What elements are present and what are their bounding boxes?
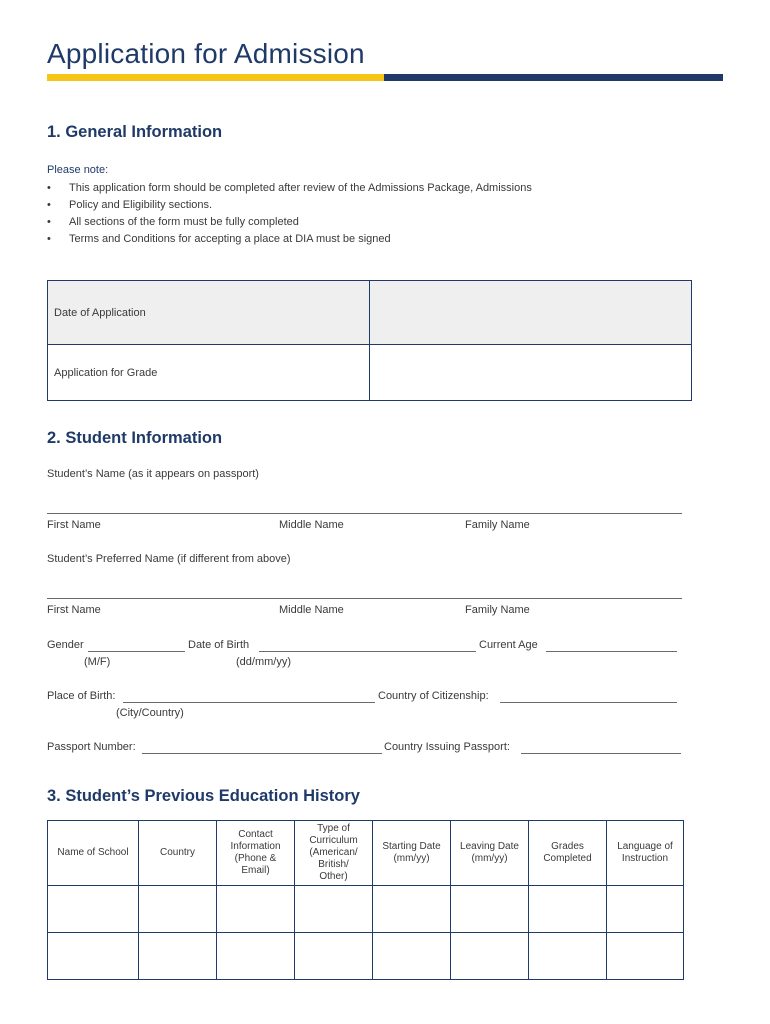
first-name-caption: First Name bbox=[47, 604, 101, 616]
note-heading: Please note: bbox=[47, 164, 109, 176]
passport-number-label: Passport Number: bbox=[47, 741, 136, 753]
section-education-history-heading: 3. Student’s Previous Education History bbox=[47, 787, 360, 805]
table-cell[interactable] bbox=[529, 933, 607, 980]
preferred-name-label: Student’s Preferred Name (if different from above) bbox=[47, 553, 291, 565]
section-general-information-heading: 1. General Information bbox=[47, 123, 223, 141]
gender-field[interactable] bbox=[88, 651, 185, 652]
column-country: Country bbox=[139, 821, 217, 886]
current-age-label: Current Age bbox=[479, 639, 538, 651]
table-cell[interactable] bbox=[451, 886, 529, 933]
place-of-birth-label: Place of Birth: bbox=[47, 690, 116, 702]
bullet-icon: • bbox=[47, 199, 51, 211]
table-cell[interactable] bbox=[139, 933, 217, 980]
current-age-field[interactable] bbox=[546, 651, 677, 652]
date-of-application-field[interactable] bbox=[370, 281, 692, 345]
column-starting-date: Starting Date (mm/yy) bbox=[373, 821, 451, 886]
application-for-grade-label: Application for Grade bbox=[48, 345, 370, 401]
page-title: Application for Admission bbox=[47, 38, 365, 69]
table-cell[interactable] bbox=[139, 886, 217, 933]
column-grades-completed: Grades Completed bbox=[529, 821, 607, 886]
table-cell[interactable] bbox=[373, 886, 451, 933]
country-of-citizenship-field[interactable] bbox=[500, 702, 677, 703]
table-cell[interactable] bbox=[48, 933, 139, 980]
table-row bbox=[48, 345, 692, 401]
note-list bbox=[47, 180, 532, 248]
bullet-icon: • bbox=[47, 233, 51, 245]
table-row bbox=[48, 933, 684, 980]
table-cell[interactable] bbox=[217, 933, 295, 980]
note-item: • Policy and Eligibility sections. bbox=[47, 197, 532, 214]
middle-name-caption: Middle Name bbox=[279, 519, 344, 531]
first-name-caption: First Name bbox=[47, 519, 101, 531]
student-name-label: Student’s Name (as it appears on passport) bbox=[47, 468, 259, 480]
column-type-of-curriculum: Type of Curriculum (American/ British/ Other) bbox=[295, 821, 373, 886]
table-cell[interactable] bbox=[529, 886, 607, 933]
title-rule bbox=[47, 74, 723, 81]
table-header-row bbox=[48, 821, 684, 886]
family-name-caption: Family Name bbox=[465, 519, 530, 531]
column-language-of-instruction: Language of Instruction bbox=[607, 821, 684, 886]
application-for-grade-field[interactable] bbox=[370, 345, 692, 401]
table-cell[interactable] bbox=[295, 933, 373, 980]
table-cell[interactable] bbox=[373, 933, 451, 980]
table-cell[interactable] bbox=[451, 933, 529, 980]
country-of-citizenship-label: Country of Citizenship: bbox=[378, 690, 489, 702]
middle-name-caption: Middle Name bbox=[279, 604, 344, 616]
application-details-table bbox=[47, 280, 692, 401]
country-issuing-passport-field[interactable] bbox=[521, 753, 681, 754]
title-rule-navy bbox=[384, 74, 723, 81]
table-cell[interactable] bbox=[295, 886, 373, 933]
column-leaving-date: Leaving Date (mm/yy) bbox=[451, 821, 529, 886]
education-history-table bbox=[47, 820, 684, 980]
note-item: • All sections of the form must be fully completed bbox=[47, 214, 532, 231]
note-item: • This application form should be completed after review of the Admissions Package, Admissions bbox=[47, 180, 532, 197]
date-of-application-label: Date of Application bbox=[48, 281, 370, 345]
section-student-information-heading: 2. Student Information bbox=[47, 429, 223, 447]
gender-hint: (M/F) bbox=[84, 656, 111, 668]
table-cell[interactable] bbox=[607, 933, 684, 980]
table-row bbox=[48, 281, 692, 345]
title-rule-gold bbox=[47, 74, 384, 81]
date-of-birth-field[interactable] bbox=[259, 651, 476, 652]
date-of-birth-label: Date of Birth bbox=[188, 639, 250, 651]
passport-number-field[interactable] bbox=[142, 753, 382, 754]
note-item: • Terms and Conditions for accepting a place at DIA must be signed bbox=[47, 231, 532, 248]
family-name-caption: Family Name bbox=[465, 604, 530, 616]
column-name-of-school: Name of School bbox=[48, 821, 139, 886]
column-contact-information: Contact Information (Phone & Email) bbox=[217, 821, 295, 886]
place-of-birth-hint: (City/Country) bbox=[116, 707, 184, 719]
table-row bbox=[48, 886, 684, 933]
table-cell[interactable] bbox=[48, 886, 139, 933]
bullet-icon: • bbox=[47, 216, 51, 228]
country-issuing-passport-label: Country Issuing Passport: bbox=[384, 741, 510, 753]
place-of-birth-field[interactable] bbox=[123, 702, 375, 703]
table-cell[interactable] bbox=[607, 886, 684, 933]
gender-label: Gender bbox=[47, 639, 84, 651]
table-cell[interactable] bbox=[217, 886, 295, 933]
student-name-field[interactable] bbox=[47, 513, 682, 514]
bullet-icon: • bbox=[47, 182, 51, 194]
date-of-birth-hint: (dd/mm/yy) bbox=[236, 656, 291, 668]
preferred-name-field[interactable] bbox=[47, 598, 682, 599]
